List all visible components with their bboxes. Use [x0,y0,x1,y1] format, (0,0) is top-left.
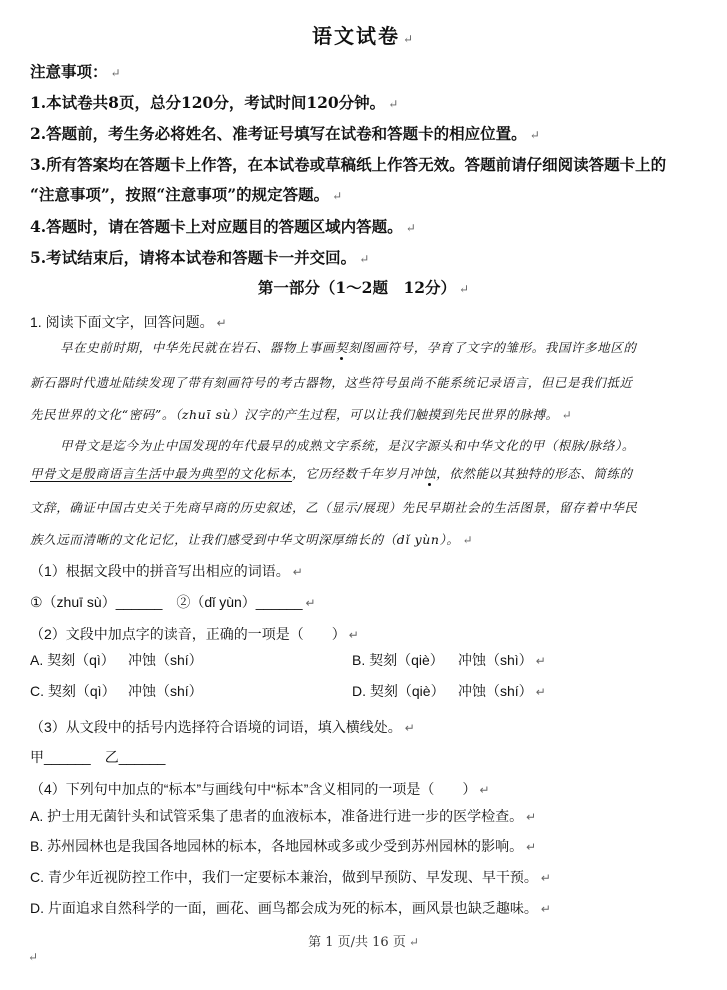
paragraph-mark-icon: ↵ [526,810,537,824]
option-d-word2: 冲蚀（shí） ↵ [458,683,546,699]
underlined-sentence: 甲骨文是殷商语言生活中最为典型的文化标本 [30,466,293,481]
subquestion-2-stem: （2）文段中加点字的读音，正确的一项是（ ） ↵ [30,626,359,642]
paragraph-mark-icon: ↵ [110,66,121,80]
section-heading: 第一部分（1～2题 12分） ↵ [257,278,470,297]
paragraph-mark-icon: ↵ [332,189,343,203]
option-c: C. 青少年近视防控工作中，我们一定要标本兼治，做到早预防、早发现、早干预。 ↵ [30,869,551,885]
paragraph-mark-icon: ↵ [535,654,546,668]
paragraph-mark-icon: ↵ [479,783,490,797]
passage-line: 文辞，确证中国古史关于先商早商的历史叙述，乙（显示/展现）先民早期社会的生活图景，留存着中华民 [30,500,638,515]
paragraph-mark-icon: ↵ [459,282,470,296]
notice-item: 3.所有答案均在答题卡上作答，在本试卷或草稿纸上作答无效。答题前请仔细阅读答题卡上的 [30,155,667,174]
subquestion-1-blanks: ①（zhuī sù）______ ②（dǐ yùn）______ ↵ [30,594,316,610]
option-d: D. 契刻（qiè） [352,683,445,699]
paragraph-mark-icon: ↵ [462,533,474,547]
subquestion-4-stem: （4）下列句中加点的“标本”与画线句中“标本”含义相同的一项是（ ） ↵ [30,781,490,797]
option-a: A. 护士用无菌针头和试管采集了患者的血液标本，准备进行进一步的医学检查。 ↵ [30,808,537,824]
option-b: B. 契刻（qiè） [352,652,444,668]
subquestion-3-blanks: 甲______ 乙______ [30,749,166,765]
option-a-word2: 冲蚀（shí） [128,652,203,668]
subquestion-1-stem: （1）根据文段中的拼音写出相应的词语。 ↵ [30,563,303,579]
page-title: 语文试卷 ↵ [311,24,416,48]
passage-line: 甲骨文是迄今为止中国发现的年代最早的成熟文字系统，是汉字源头和中华文化的甲（根脉/脉络）。 [60,438,635,453]
option-a: A. 契刻（qì） [30,652,115,668]
passage-line: 先民世界的文化“密码”。（zhuī sù）汉字的产生过程，可以让我们触摸到先民世界的脉搏。 ↵ [30,407,573,422]
paragraph-mark-icon: ↵ [526,840,537,854]
question-1-stem: 1. 阅读下面文字，回答问题。 ↵ [30,314,227,330]
passage-line: 早在史前时期，中华先民就在岩石、器物上事画契刻图画符号，孕育了文字的雏形。我国许多地区的 [60,340,637,355]
paragraph-mark-icon: ↵ [348,628,359,642]
passage-line: 族久远而清晰的文化记忆，让我们感受到中华文明深厚绵长的（dǐ yùn）。 ↵ [30,532,474,547]
paragraph-mark-icon: ↵ [408,935,419,949]
paragraph-mark-icon: ↵ [359,252,370,266]
paragraph-mark-icon: ↵ [305,596,316,610]
paragraph-mark-icon: ↵ [561,408,573,422]
emphasis-dot-char: 契 [335,340,349,355]
notice-item: “注意事项”，按照“注意事项”的规定答题。 ↵ [30,185,343,204]
passage-line: 新石器时代遗址陆续发现了带有刻画符号的考古器物，这些符号虽尚不能系统记录语言，但已是我们抵近 [30,375,633,390]
paragraph-mark-icon: ↵ [540,902,551,916]
passage-line: 甲骨文是殷商语言生活中最为典型的文化标本，它历经数千年岁月冲蚀，依然能以其独特的形态、简练的 [30,466,633,481]
option-c-word2: 冲蚀（shí） [128,683,203,699]
notice-item: 1.本试卷共8页，总分120分，考试时间120分钟。 ↵ [30,93,399,112]
paragraph-mark-icon: ↵ [529,128,540,142]
option-d: D. 片面追求自然科学的一面，画花、画鸟都会成为死的标本，画风景也缺乏趣味。 ↵ [30,900,551,916]
option-b-word2: 冲蚀（shì） ↵ [458,652,546,668]
option-b: B. 苏州园林也是我国各地园林的标本，各地园林或多或少受到苏州园林的影响。 ↵ [30,838,537,854]
paragraph-mark-icon: ↵ [216,316,227,330]
notice-item: 4.答题时，请在答题卡上对应题目的答题区域内答题。 ↵ [30,217,416,236]
notice-heading: 注意事项： ↵ [30,62,121,81]
page-footer: 第 1 页/共 16 页 ↵ [308,935,419,950]
subquestion-3-stem: （3）从文段中的括号内选择符合语境的词语，填入横线处。 ↵ [30,719,415,735]
paragraph-mark-icon: ↵ [540,871,551,885]
paragraph-mark-icon: ↵ [535,685,546,699]
paragraph-mark-icon: ↵ [405,221,416,235]
notice-item: 2.答题前，考生务必将姓名、准考证号填写在试卷和答题卡的相应位置。 ↵ [30,124,540,143]
paragraph-mark-icon: ↵ [388,97,399,111]
paragraph-mark-icon: ↵ [292,565,303,579]
option-c: C. 契刻（qì） [30,683,116,699]
paragraph-mark-icon: ↵ [402,32,416,46]
paragraph-mark-icon: ↵ [404,721,415,735]
paragraph-mark-icon: ↵ [28,950,39,964]
emphasis-dot-char: 蚀 [423,466,437,481]
notice-item: 5.考试结束后，请将本试卷和答题卡一并交回。 ↵ [30,248,370,267]
